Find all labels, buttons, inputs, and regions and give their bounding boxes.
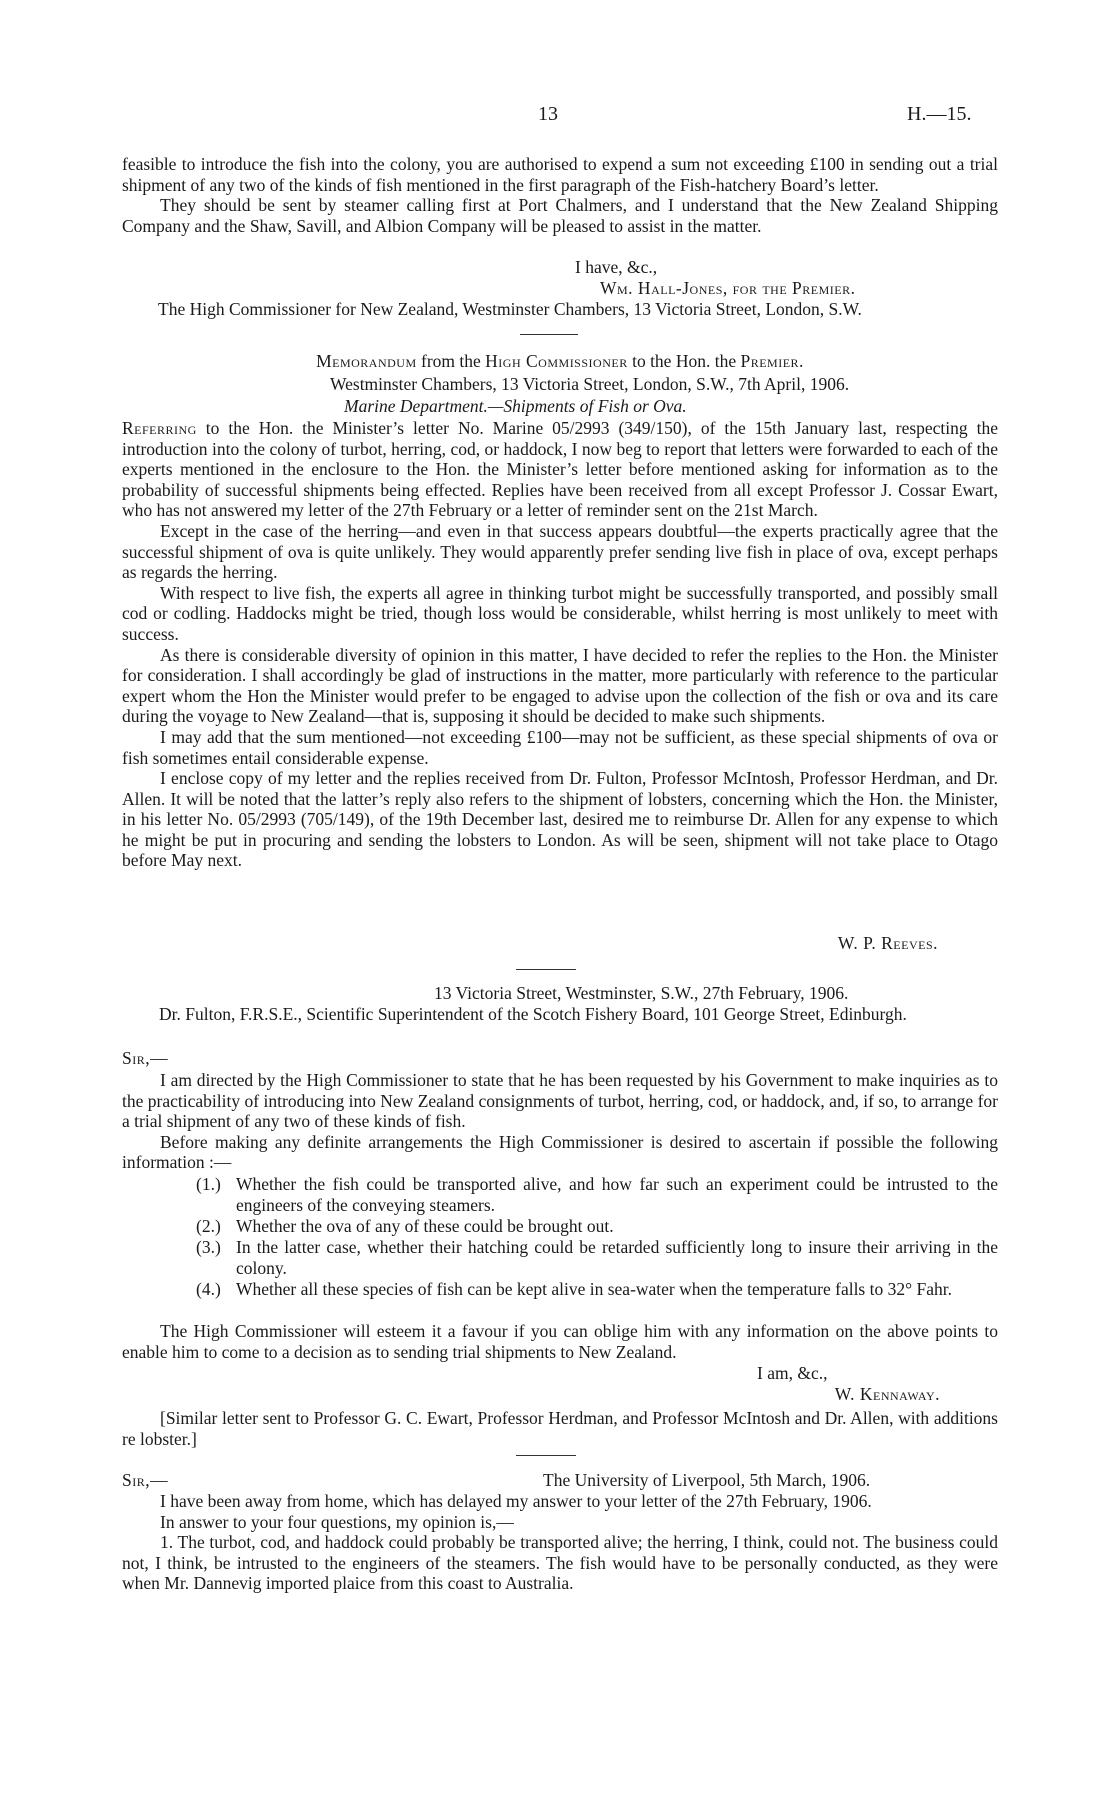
addressee: The High Commissioner for New Zealand, Westminster Chambers, 13 Victoria Street, London, S.W. — [158, 299, 862, 319]
list-number: (2.) — [196, 1216, 221, 1236]
paragraph: In answer to your four questions, my opinion is,— — [160, 1511, 514, 1532]
list-item: Whether all these species of fish can be kept alive in sea-water when the temperature falls to 32° Fahr. — [236, 1279, 952, 1299]
document-reference: H.—15. — [907, 103, 972, 125]
paragraph: I enclose copy of my letter and the replies received from Dr. Fulton, Professor McIntosh, Professor Herdman, and Dr. Allen. It will be noted that the latter’s reply also refers to the shipment of lobsters, concerning which the Hon. the Minister, in his letter No. 05/2993 (705/149), of the 19th December last, desired me to reimburse Dr. Allen for any expense to which he might be put in procuring and sending the lobsters to London. As will be seen, shipment will not take place to Otago before May next. — [122, 768, 998, 871]
list-number: (4.) — [196, 1279, 221, 1299]
letter-body — [122, 1321, 998, 1362]
paragraph: I may add that the sum mentioned—not exceeding £100—may not be sufficient, as these special shipments of ova or fish sometimes entail considerable expense. — [122, 726, 998, 768]
paragraph: As there is considerable diversity of opinion in this matter, I have decided to refer the replies to the Hon. the Minister for consideration. I shall accordingly be glad of instructions in the matter, more particularly with reference to the particular expert whom the Hon the Minister would prefer to be engaged to advise upon the collection of the fish or ova and its care during the voyage to New Zealand—that is, supposing it should be decided to make such shipments. — [122, 644, 998, 727]
list-number: (1.) — [196, 1174, 221, 1194]
letter-address: 13 Victoria Street, Westminster, S.W., 27th February, 1906. — [434, 983, 849, 1003]
paragraph: With respect to live fish, the experts all agree in thinking turbot might be successfully transported, and possibly small cod or codling. Haddocks might be tried, though loss would be considerable, whilst herring is most unlikely to meet with success. — [122, 582, 998, 644]
paragraph: 1. The turbot, cod, and haddock could probably be transported alive; the herring, I think, could not. The business could not, I think, be intrusted to the engineers of the steamers. The fish would have to be personally conducted, as they were when Mr. Dannevig imported plaice from this coast to Australia. — [122, 1532, 998, 1594]
letter-body — [122, 1491, 998, 1594]
paragraph: The High Commissioner will esteem it a favour if you can oblige him with any information on the above points to enable him to come to a decision as to sending trial shipments to New Zealand. — [122, 1321, 998, 1362]
signature: W. Kennaway. — [834, 1384, 940, 1404]
memo-subject: Marine Department.—Shipments of Fish or Ova. — [344, 396, 687, 416]
section-divider — [516, 969, 576, 970]
salutation: Sir,— — [122, 1470, 169, 1490]
page-number: 13 — [538, 103, 558, 125]
list-item: In the latter case, whether their hatching could be retarded sufficiently long to insure their arriving in the colony. — [236, 1237, 998, 1278]
section-divider — [520, 334, 578, 335]
letter-address: The University of Liverpool, 5th March, 1906. — [543, 1470, 871, 1490]
paragraph: feasible to introduce the fish into the colony, you are authorised to expend a sum not exceeding £100 in sending out a trial shipment of any two of the kinds of fish mentioned in the first paragraph of the Fish-hatchery Board’s letter. — [122, 154, 998, 195]
letter-continuation — [122, 154, 998, 236]
paragraph: I have been away from home, which has delayed my answer to your letter of the 27th February, 1906. — [160, 1491, 872, 1511]
letter-body — [122, 1070, 998, 1173]
list-item: Whether the ova of any of these could be brought out. — [236, 1216, 614, 1236]
salutation: Sir,— — [122, 1048, 169, 1068]
closing: I have, &c., — [575, 257, 658, 277]
list-item: Whether the fish could be transported alive, and how far such an experiment could be intrusted to the engineers of the conveying steamers. — [236, 1174, 998, 1215]
paragraph: They should be sent by steamer calling first at Port Chalmers, and I understand that the New Zealand Shipping Company and the Shaw, Savill, and Albion Company will be pleased to assist in the matter. — [122, 195, 998, 236]
memo-title: Memorandum from the High Commissioner to the Hon. the Premier. — [316, 351, 804, 371]
list-number: (3.) — [196, 1237, 221, 1257]
paragraph: Except in the case of the herring—and even in that success appears doubtful—the experts practically agree that the successful shipment of ova is quite unlikely. They would apparently prefer sending live fish in place of ova, except perhaps as regards the herring. — [122, 520, 998, 583]
letter-recipient: Dr. Fulton, F.R.S.E., Scientific Superintendent of the Scotch Fishery Board, 101 George Street, Edinburgh. — [159, 1004, 907, 1024]
section-divider — [516, 1455, 576, 1456]
editorial-note: [Similar letter sent to Professor G. C. Ewart, Professor Herdman, and Professor McIntosh and Dr. Allen, with additions re lobster.] — [122, 1408, 998, 1449]
signature: W. P. Reeves. — [837, 933, 938, 953]
closing: I am, &c., — [757, 1363, 828, 1383]
paragraph: Before making any definite arrangements the High Commissioner is desired to ascertain if possible the following information :— — [122, 1131, 998, 1173]
paragraph: Referring to the Hon. the Minister’s letter No. Marine 05/2993 (349/150), of the 15th January last, respecting the introduction into the colony of turbot, herring, cod, or haddock, I now beg to report that letters were forwarded to each of the experts mentioned in the enclosure to the Hon. the Minister’s letter before mentioned asking for information as to the probability of successful shipments being effected. Replies have been received from all except Professor J. Cossar Ewart, who has not answered my letter of the 27th February or a letter of reminder sent on the 21st March. — [122, 418, 998, 521]
signature: Wm. Hall-Jones, for the Premier. — [600, 278, 856, 298]
memo-address: Westminster Chambers, 13 Victoria Street, London, S.W., 7th April, 1906. — [330, 374, 850, 394]
paragraph: I am directed by the High Commissioner to state that he has been requested by his Government to make inquiries as to the practicability of introducing into New Zealand consignments of turbot, herring, cod, or haddock, and, if so, to arrange for a trial shipment of any two of these kinds of fish. — [122, 1070, 998, 1132]
memo-body — [122, 418, 998, 871]
